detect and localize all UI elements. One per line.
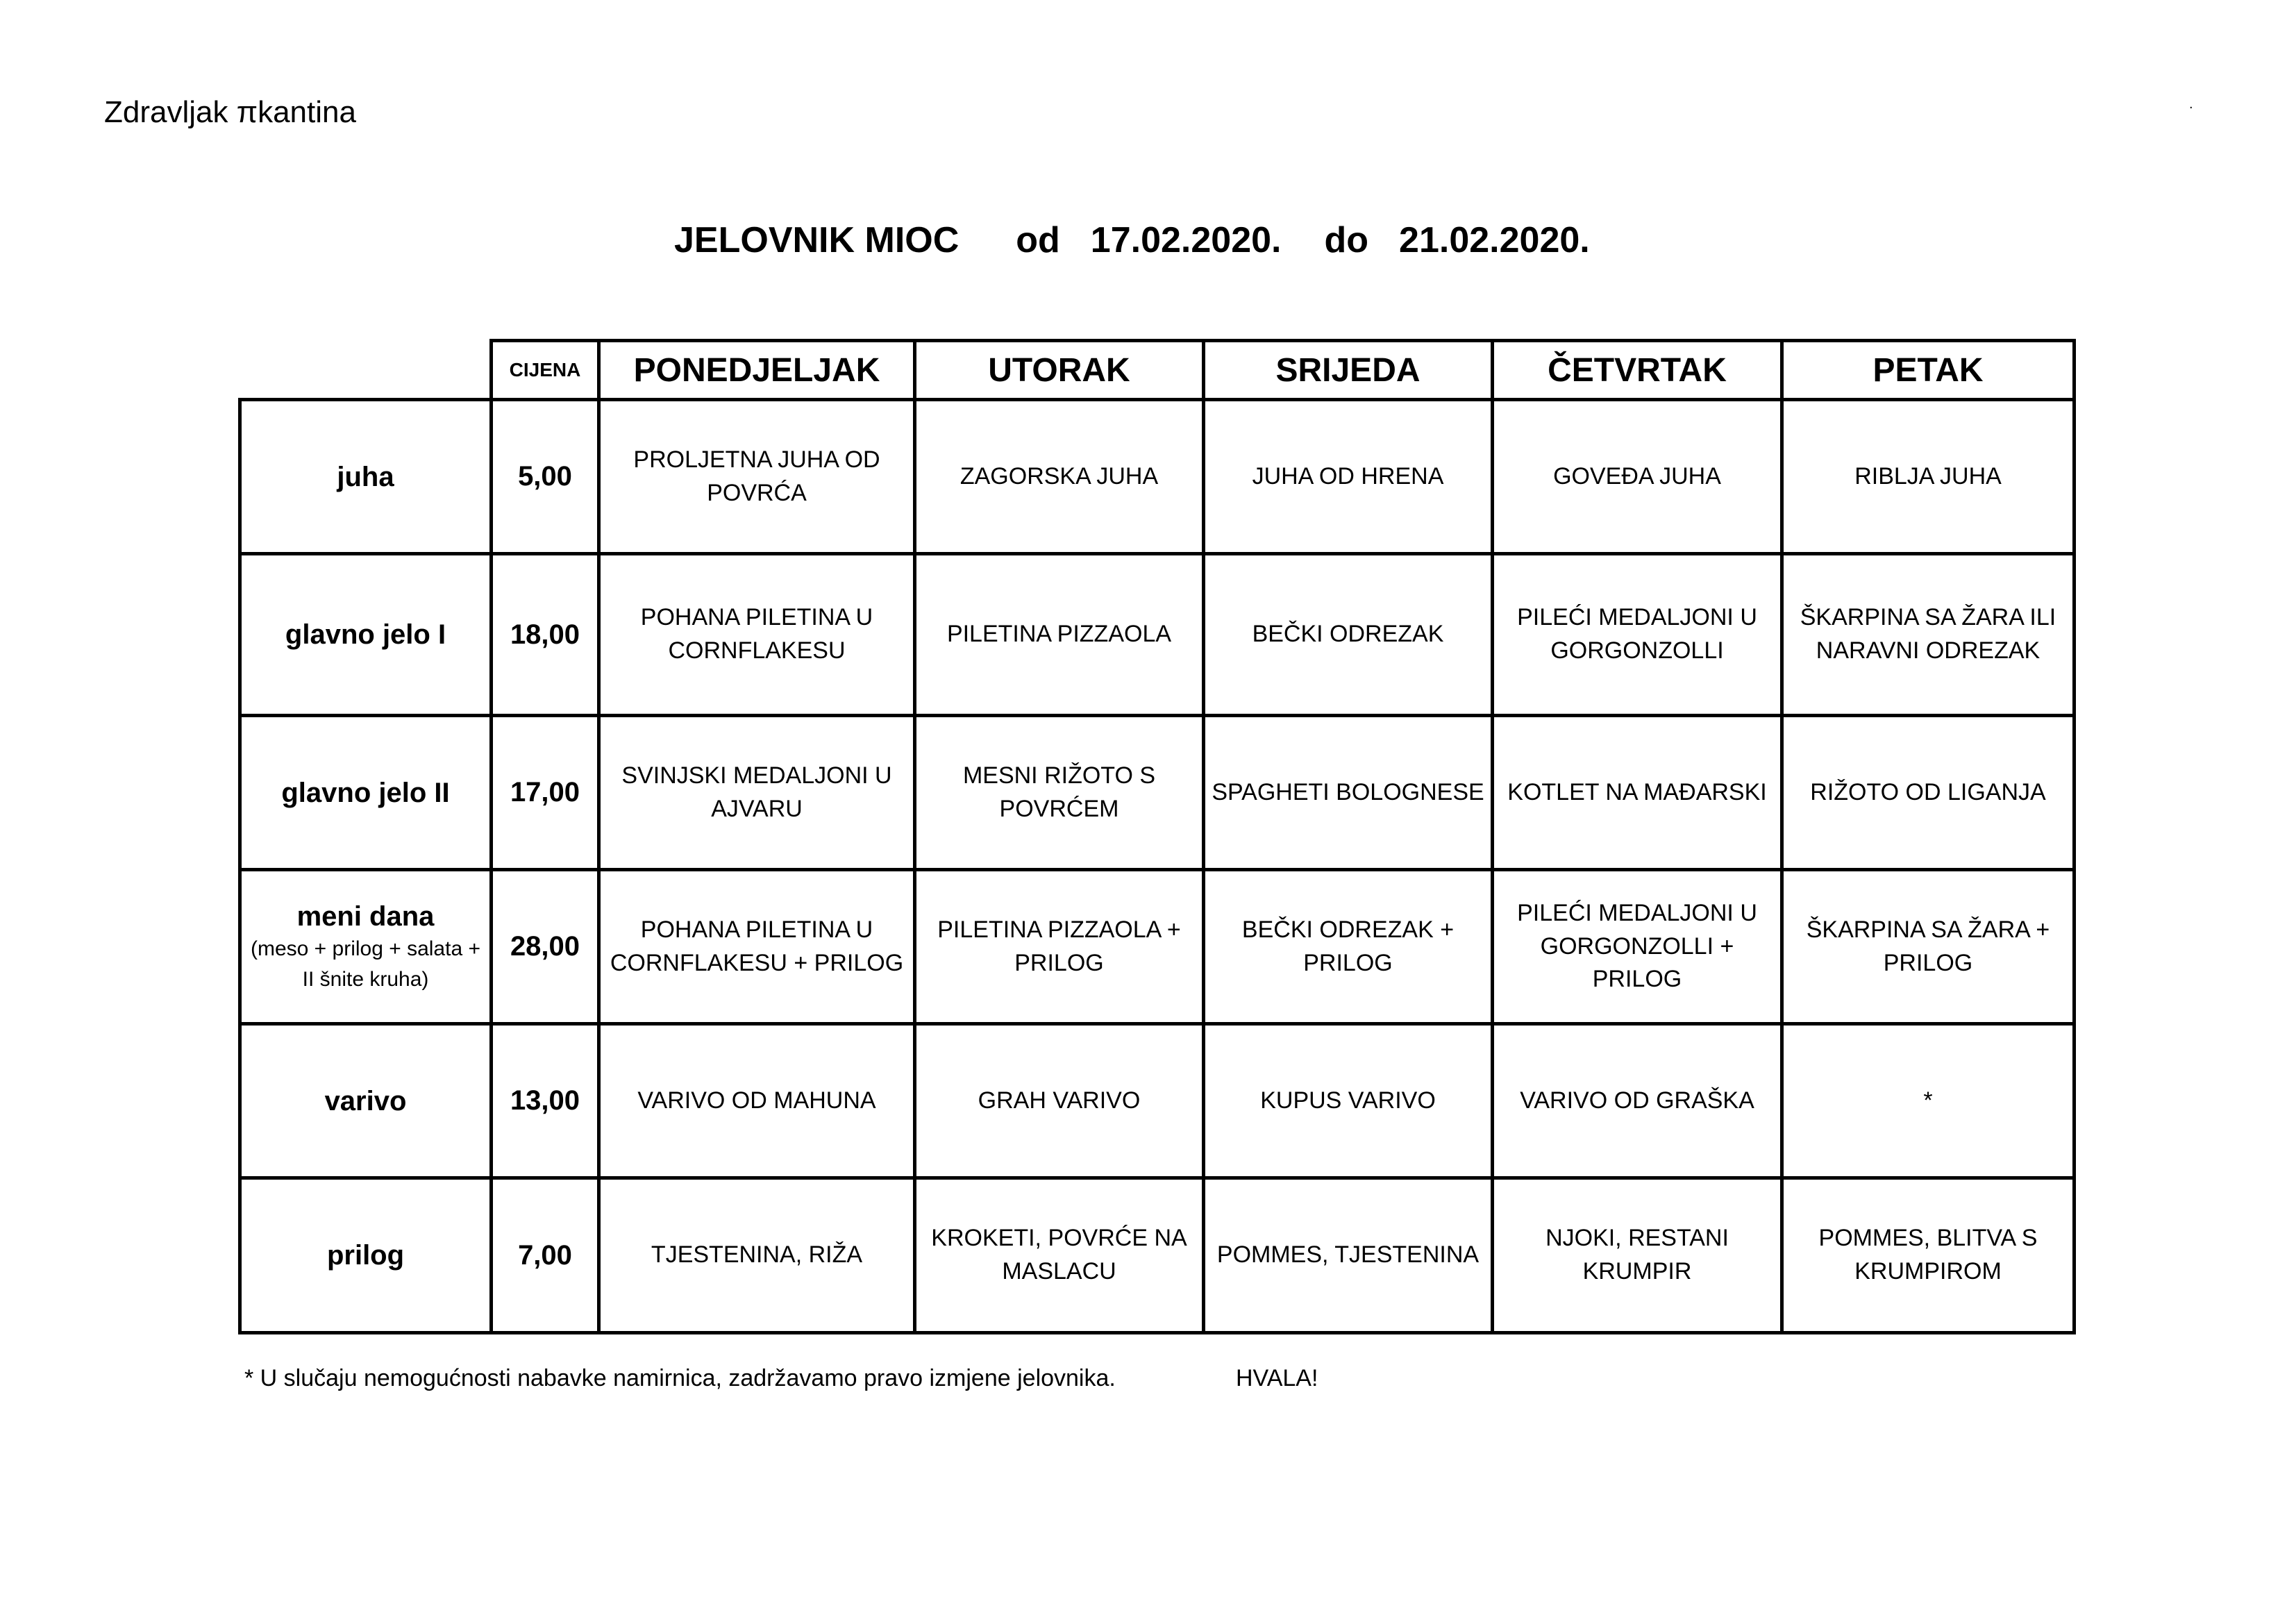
corner-dot: .: [2189, 97, 2193, 112]
day-header-friday: PETAK: [1782, 341, 2075, 400]
title-do: do: [1324, 220, 1369, 260]
row-label-text: juha: [337, 461, 394, 492]
row-label: [240, 716, 492, 870]
dish-cell: KOTLET NA MAĐARSKI: [1493, 716, 1782, 870]
footnote: * U slučaju nemogućnosti nabavke namirnica, zadržavamo pravo izmjene jelovnika.: [244, 1365, 1116, 1391]
row-label-text: prilog: [326, 1240, 405, 1271]
canteen-name: Zdravljak πkantina: [104, 95, 356, 129]
dish-cell: *: [1782, 1024, 2075, 1178]
dish-cell: RIŽOTO OD LIGANJA: [1782, 716, 2075, 870]
row-price: 17,00: [492, 716, 599, 870]
row-label: [240, 400, 492, 554]
table-header-row: [240, 341, 2075, 400]
menu-table: [238, 339, 2076, 1334]
table-row: [240, 1178, 2075, 1333]
dish-cell: KROKETI, POVRĆE NA MASLACU: [915, 1178, 1204, 1333]
row-price: 28,00: [492, 870, 599, 1024]
day-header-tuesday: UTORAK: [915, 341, 1204, 400]
title-od: od: [1016, 220, 1060, 260]
dish-cell: PILETINA PIZZAOLA: [915, 554, 1204, 716]
price-column-header: CIJENA: [492, 341, 599, 400]
dish-cell: GRAH VARIVO: [915, 1024, 1204, 1178]
dish-cell: PILETINA PIZZAOLA + PRILOG: [915, 870, 1204, 1024]
dish-cell: SVINJSKI MEDALJONI U AJVARU: [599, 716, 915, 870]
row-sublabel: (meso + prilog + salata + II šnite kruha): [250, 937, 480, 991]
row-label: [240, 870, 492, 1024]
dish-cell: JUHA OD HRENA: [1204, 400, 1493, 554]
table-row: [240, 716, 2075, 870]
table-row: [240, 554, 2075, 716]
dish-cell: POMMES, TJESTENINA: [1204, 1178, 1493, 1333]
dish-cell: TJESTENINA, RIŽA: [599, 1178, 915, 1333]
table-row: [240, 870, 2075, 1024]
dish-cell: GOVEĐA JUHA: [1493, 400, 1782, 554]
dish-cell: KUPUS VARIVO: [1204, 1024, 1493, 1178]
header-blank-cell: [240, 341, 492, 400]
day-header-monday: PONEDJELJAK: [599, 341, 915, 400]
day-header-wednesday: SRIJEDA: [1204, 341, 1493, 400]
title-date-to: 21.02.2020.: [1399, 220, 1590, 260]
title-date-from: 17.02.2020.: [1090, 220, 1282, 260]
row-label-text: varivo: [324, 1085, 407, 1116]
dish-cell: POHANA PILETINA U CORNFLAKESU + PRILOG: [599, 870, 915, 1024]
row-price: 18,00: [492, 554, 599, 716]
dish-cell: POMMES, BLITVA S KRUMPIROM: [1782, 1178, 2075, 1333]
row-price: 13,00: [492, 1024, 599, 1178]
table-row: [240, 1024, 2075, 1178]
dish-cell: ZAGORSKA JUHA: [915, 400, 1204, 554]
row-price: 5,00: [492, 400, 599, 554]
row-label-text: glavno jelo I: [285, 619, 446, 650]
dish-cell: POHANA PILETINA U CORNFLAKESU: [599, 554, 915, 716]
row-label-text: glavno jelo II: [281, 777, 450, 808]
dish-cell: MESNI RIŽOTO S POVRĆEM: [915, 716, 1204, 870]
title-menu: JELOVNIK MIOC: [674, 220, 960, 260]
dish-cell: VARIVO OD MAHUNA: [599, 1024, 915, 1178]
row-label: [240, 1024, 492, 1178]
thanks-note: HVALA!: [1236, 1365, 1318, 1391]
dish-cell: RIBLJA JUHA: [1782, 400, 2075, 554]
dish-cell: PILEĆI MEDALJONI U GORGONZOLLI: [1493, 554, 1782, 716]
dish-cell: SPAGHETI BOLOGNESE: [1204, 716, 1493, 870]
day-header-thursday: ČETVRTAK: [1493, 341, 1782, 400]
dish-cell: ŠKARPINA SA ŽARA + PRILOG: [1782, 870, 2075, 1024]
dish-cell: PILEĆI MEDALJONI U GORGONZOLLI + PRILOG: [1493, 870, 1782, 1024]
table-row: [240, 400, 2075, 554]
dish-cell: PROLJETNA JUHA OD POVRĆA: [599, 400, 915, 554]
dish-cell: NJOKI, RESTANI KRUMPIR: [1493, 1178, 1782, 1333]
row-price: 7,00: [492, 1178, 599, 1333]
dish-cell: VARIVO OD GRAŠKA: [1493, 1024, 1782, 1178]
row-label: [240, 1178, 492, 1333]
page-title: [674, 222, 1590, 258]
row-label-text: meni dana: [296, 901, 435, 932]
dish-cell: BEČKI ODREZAK + PRILOG: [1204, 870, 1493, 1024]
row-label: [240, 554, 492, 716]
dish-cell: ŠKARPINA SA ŽARA ILI NARAVNI ODREZAK: [1782, 554, 2075, 716]
dish-cell: BEČKI ODREZAK: [1204, 554, 1493, 716]
